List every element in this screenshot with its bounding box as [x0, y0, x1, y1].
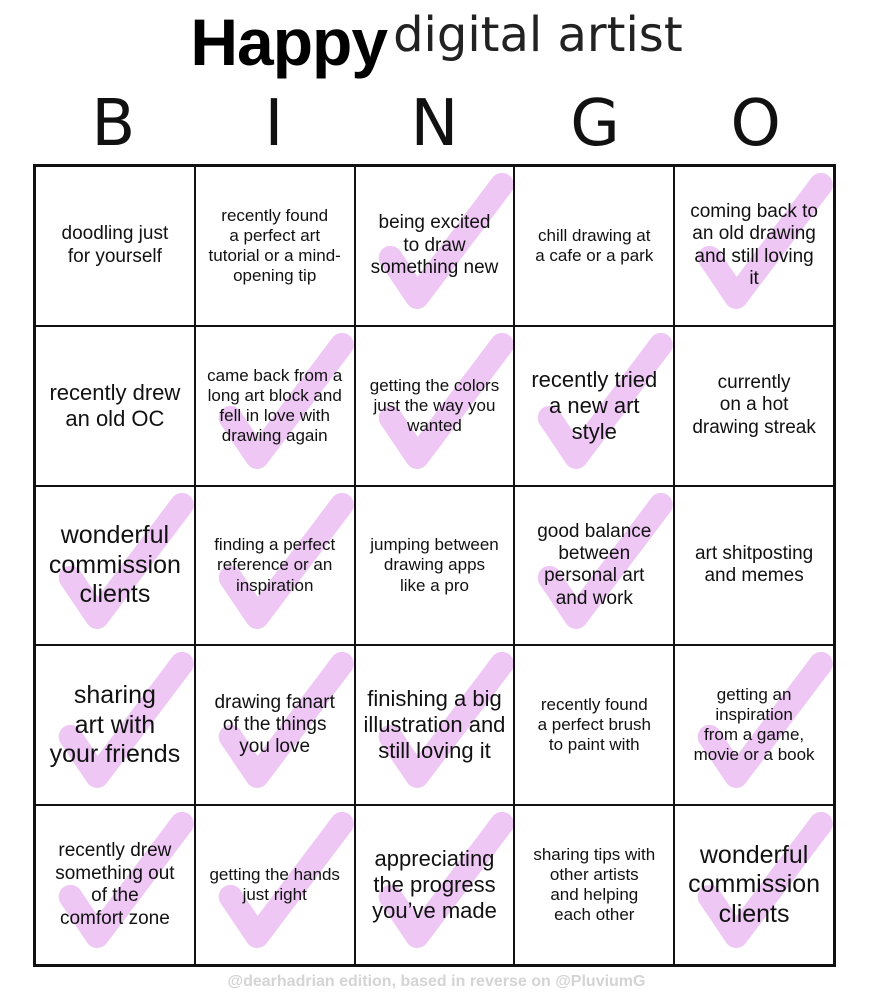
bingo-cell-text: recently drew something out of the comfort zone: [55, 840, 175, 929]
bingo-cell-text: finding a perfect reference or an inspiration: [214, 535, 336, 595]
bingo-title: [0, 4, 873, 80]
bingo-cell[interactable]: [195, 645, 355, 805]
bingo-cell-text: wonderful commission clients: [688, 840, 821, 928]
bingo-cell[interactable]: [355, 326, 515, 486]
bingo-cell[interactable]: [514, 645, 674, 805]
bingo-cell[interactable]: [195, 326, 355, 486]
bingo-cell[interactable]: [35, 805, 195, 965]
bingo-cell-text: came back from a long art block and fell in love with drawing again: [207, 365, 343, 445]
letter-i: I: [264, 87, 284, 161]
bingo-cell[interactable]: [355, 486, 515, 646]
bingo-cell[interactable]: [35, 326, 195, 486]
letter-b: B: [91, 87, 136, 161]
letter-n: N: [410, 87, 459, 161]
bingo-cell-text: sharing art with your friends: [49, 681, 181, 769]
bingo-cell-text: getting the hands just right: [209, 865, 340, 905]
bingo-cell[interactable]: [195, 166, 355, 326]
bingo-cell[interactable]: [514, 326, 674, 486]
bingo-cell[interactable]: [674, 645, 834, 805]
footer-credit: @dearhadrian edition, based in reverse on @PluviumG: [227, 973, 646, 990]
letter-g: G: [570, 87, 620, 161]
title-happy: Happy: [190, 5, 388, 79]
bingo-cell[interactable]: [355, 166, 515, 326]
bingo-cell[interactable]: [355, 645, 515, 805]
bingo-cell-text: recently tried a new art style: [531, 366, 658, 444]
bingo-cell-text: doodling just for yourself: [61, 223, 169, 267]
bingo-cell-text: recently found a perfect brush to paint with: [537, 695, 651, 755]
bingo-cell[interactable]: [674, 486, 834, 646]
bingo-cell[interactable]: [674, 166, 834, 326]
title-digital-artist: digital artist: [393, 7, 683, 63]
bingo-cell-text: recently drew an old OC: [49, 379, 181, 431]
bingo-cell-text: sharing tips with other artists and helping each other: [533, 845, 656, 925]
bingo-cell-text: getting the colors just the way you wanted: [369, 375, 500, 435]
bingo-cell-text: recently found a perfect art tutorial or a mind- opening tip: [208, 205, 341, 285]
bingo-cell-text: being excited to draw something new: [370, 212, 499, 279]
bingo-cell-text: wonderful commission clients: [48, 521, 181, 609]
bingo-grid: [33, 164, 836, 967]
bingo-cell[interactable]: [35, 166, 195, 326]
bingo-cell[interactable]: [35, 645, 195, 805]
bingo-cell[interactable]: [514, 486, 674, 646]
bingo-cell-text: drawing fanart of the things you love: [214, 691, 335, 758]
bingo-cell-text: currently on a hot drawing streak: [692, 372, 816, 438]
bingo-cell-text: good balance between personal art and work: [537, 520, 652, 609]
bingo-cell-text: jumping between drawing apps like a pro: [370, 535, 499, 595]
bingo-letters-row: [33, 85, 836, 163]
bingo-cell-text: appreciating the progress you’ve made: [372, 846, 497, 924]
bingo-cell[interactable]: [35, 486, 195, 646]
bingo-cell-text: chill drawing at a cafe or a park: [535, 225, 654, 265]
letter-o: O: [730, 87, 781, 161]
bingo-cell[interactable]: [195, 486, 355, 646]
bingo-cell-text: getting an inspiration from a game, movie or a book: [693, 685, 815, 765]
bingo-cell[interactable]: [674, 326, 834, 486]
bingo-cell-text: art shitposting and memes: [694, 543, 814, 587]
bingo-cell[interactable]: [355, 805, 515, 965]
bingo-cell-text: finishing a big illustration and still loving it: [363, 686, 506, 764]
bingo-cell[interactable]: [514, 805, 674, 965]
bingo-cell-text: coming back to an old drawing and still loving it: [690, 201, 818, 290]
bingo-cell[interactable]: [195, 805, 355, 965]
bingo-cell[interactable]: [514, 166, 674, 326]
bingo-cell[interactable]: [674, 805, 834, 965]
